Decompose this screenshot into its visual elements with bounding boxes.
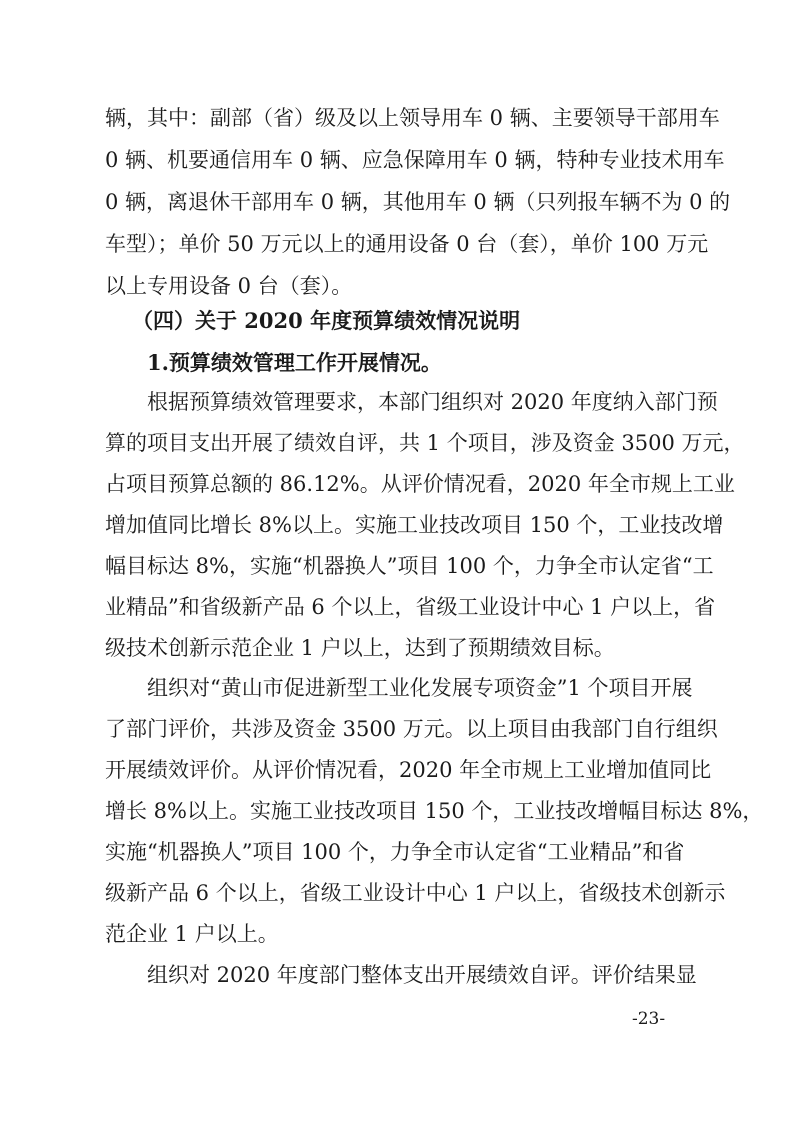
line-text: 以上专用设备 0 台（套）。 <box>105 274 353 298</box>
paragraph-line <box>0 587 793 627</box>
line-text: 0 辆，离退休干部用车 0 辆，其他用车 0 辆（只列报车辆不为 0 的 <box>105 190 731 214</box>
section-heading <box>0 301 793 341</box>
paragraph-line <box>0 628 793 668</box>
line-text: 组织对 2020 年度部门整体支出开展绩效自评。评价结果显 <box>147 963 697 987</box>
line-text: 算的项目支出开展了绩效自评，共 1 个项目，涉及资金 3500 万元， <box>105 431 745 455</box>
line-text: 0 辆、机要通信用车 0 辆、应急保障用车 0 辆，特种专业技术用车 <box>105 148 725 172</box>
subsection-heading <box>0 343 793 383</box>
paragraph-line <box>0 914 793 954</box>
paragraph-line <box>0 750 793 790</box>
paragraph-line <box>0 266 793 306</box>
paragraph-line <box>0 140 793 180</box>
paragraph-line <box>0 546 793 586</box>
paragraph-line <box>0 791 793 831</box>
line-text: 范企业 1 户以上。 <box>105 922 279 946</box>
paragraph-line <box>0 955 793 995</box>
paragraph-line <box>0 98 793 138</box>
paragraph-line <box>0 382 793 422</box>
subsection-heading-text: 1.预算绩效管理工作开展情况。 <box>147 350 442 375</box>
line-text: 辆，其中：副部（省）级及以上领导用车 0 辆、主要领导干部用车 <box>105 106 720 130</box>
paragraph-line <box>0 873 793 913</box>
line-text: 级技术创新示范企业 1 户以上，达到了预期绩效目标。 <box>105 636 615 660</box>
line-text: 车型）；单价 50 万元以上的通用设备 0 台（套），单价 100 万元 <box>105 232 709 256</box>
line-text: 根据预算绩效管理要求，本部门组织对 2020 年度纳入部门预 <box>147 390 718 414</box>
paragraph-line <box>0 182 793 222</box>
paragraph-line <box>0 505 793 545</box>
line-text: 实施“机器换人”项目 100 个，力争全市认定省“工业精品”和省 <box>105 840 685 864</box>
line-text: 幅目标达 8%，实施“机器换人”项目 100 个，力争全市认定省“工 <box>105 554 714 578</box>
line-text: 占项目预算总额的 86.12%。从评价情况看，2020 年全市规上工业 <box>105 472 735 496</box>
line-text: 了部门评价，共涉及资金 3500 万元。以上项目由我部门自行组织 <box>105 717 718 741</box>
paragraph-line <box>0 224 793 264</box>
section-heading-text: （四）关于 2020 年度预算绩效情况说明 <box>132 308 521 333</box>
paragraph-line <box>0 668 793 708</box>
paragraph-line <box>0 709 793 749</box>
line-text: 增长 8%以上。实施工业技改项目 150 个，工业技改增幅目标达 8%， <box>105 799 764 823</box>
paragraph-line <box>0 464 793 504</box>
line-text: 组织对“黄山市促进新型工业化发展专项资金”1 个项目开展 <box>147 676 693 700</box>
line-text: 业精品”和省级新产品 6 个以上，省级工业设计中心 1 户以上，省 <box>105 595 716 619</box>
line-text: 级新产品 6 个以上，省级工业设计中心 1 户以上，省级技术创新示 <box>105 881 726 905</box>
paragraph-line <box>0 832 793 872</box>
paragraph-line <box>0 423 793 463</box>
page-number: -23- <box>632 1009 666 1029</box>
line-text: 开展绩效评价。从评价情况看，2020 年全市规上工业增加值同比 <box>105 758 712 782</box>
line-text: 增加值同比增长 8%以上。实施工业技改项目 150 个，工业技改增 <box>105 513 724 537</box>
